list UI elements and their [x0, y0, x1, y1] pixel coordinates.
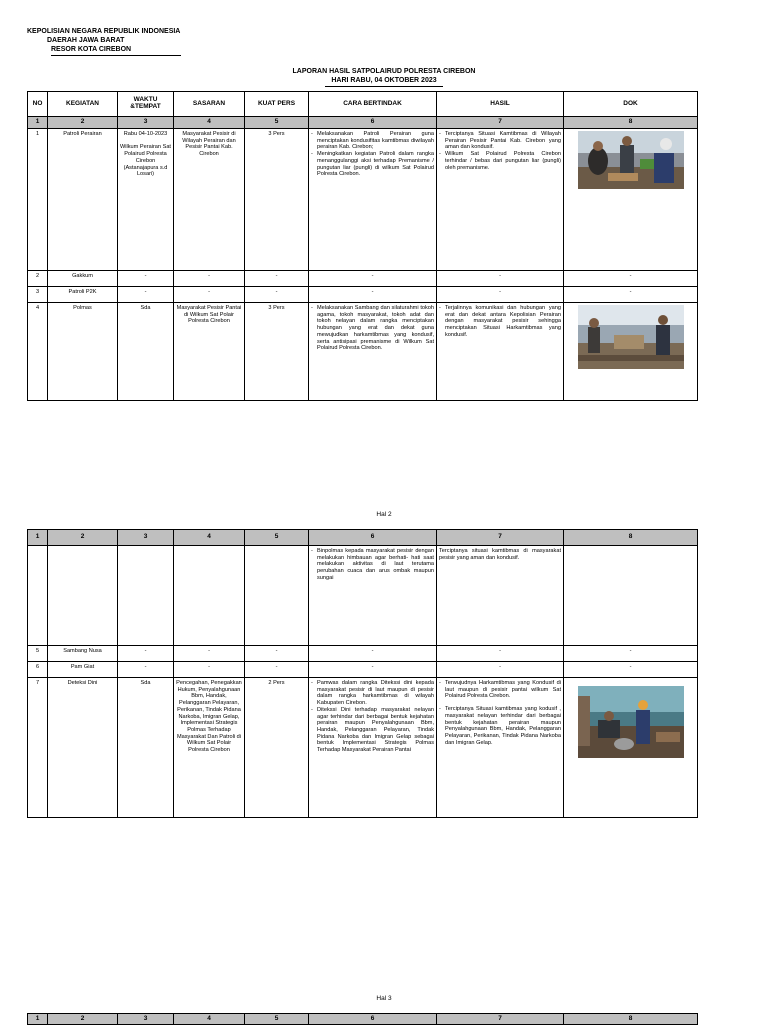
row-dok: - [564, 662, 698, 678]
col-number: 5 [245, 1014, 309, 1025]
col-number: 7 [437, 530, 564, 546]
report-date: HARI RABU, 04 OKTOBER 2023 [325, 76, 442, 87]
table-row [28, 646, 698, 662]
row-kegiatan: Pam Giat [48, 662, 118, 678]
row-waktu: - [118, 287, 174, 303]
col-number: 1 [28, 530, 48, 546]
col-number: 3 [118, 530, 174, 546]
row-hasil: - [437, 271, 564, 287]
row-hasil [437, 678, 564, 818]
col-header: KUAT PERS [245, 92, 309, 117]
row-cara: - [309, 646, 437, 662]
polmas-photo [578, 305, 684, 369]
report-table-page3 [27, 1013, 698, 1025]
col-number: 2 [48, 530, 118, 546]
table-row [28, 546, 698, 646]
col-header: DOK [564, 92, 698, 117]
col-number: 5 [245, 530, 309, 546]
col-number: 4 [174, 117, 245, 129]
row-kuat: - [245, 287, 309, 303]
list-item: - Ditekssi Dini terhadap masyarakat nelayan agar terhindar dari berbagai bentuk kejahatan perairan maupun Penyalahgunaan Bbm, Handak, Pelanggaran Pelayaran, Tindak Pidana Narkoba dan Imigran Gelap sebagai bentuk Implementasi Strategis Polmas Terhadap Masyarakat Perairan Pantai [311, 707, 434, 754]
patrol-photo [578, 131, 684, 189]
col-number: 7 [437, 117, 564, 129]
table-row [28, 678, 698, 818]
list-item: - Terjalinnya komunikasi dan hubungan yang erat dan dekat antara Kepolisian Perairan dengan masyarakat pesisir sehingga menciptakan Situasi Harkamtibmas yang kondusif. [439, 305, 561, 339]
table-row [28, 303, 698, 401]
row-no: 3 [28, 287, 48, 303]
list-item: - Melaksanakan Sambang dan silaturahmi tokoh agama, tokoh masyarakat, tokoh adat dan tokoh nelayan dalam rangka menciptakan hubungan yang erat dan dekat guna mewujudkan harkamtibmas yang kondusif, serta antisipasi premanisme di Wilkum Sat Polairud Polresta Cirebon. [311, 305, 434, 352]
row-kegiatan: Sambang Nusa [48, 646, 118, 662]
row-dok: - [564, 271, 698, 287]
row-hasil [437, 129, 564, 271]
col-number: 8 [564, 530, 698, 546]
list-item: - Terwujudnya Harkamtibmas yang Kondusif di laut maupun di pesisir pantai wilkum Sat Polairud Polresta Cirebon. [439, 680, 561, 700]
col-number: 6 [309, 1014, 437, 1025]
col-number: 8 [564, 117, 698, 129]
page-label-hal3: Hal 3 [376, 995, 392, 1002]
list-item: - Binpolmas kepada masyarakat pesisir dengan melakukan himbauan agar berhati- hati saat melakukan aktivitas di laut terutama perubahan cuaca dan arus ombak maupun sungai [311, 548, 434, 582]
row-kegiatan: Gakkum [48, 271, 118, 287]
row-cara: - [309, 287, 437, 303]
col-number: 6 [309, 530, 437, 546]
list-item: - Melaksanakan Patroli Perairan guna menciptakan kondusifitas kamtibmas diwilayah perairan Kab. Cirebon; [311, 131, 434, 151]
row-kuat: 3 Pers [245, 129, 309, 271]
table-row [28, 662, 698, 678]
deteksi-photo [578, 686, 684, 758]
row-hasil: - [437, 646, 564, 662]
row-sasaran [174, 546, 245, 646]
row-waktu: Sda [118, 678, 174, 818]
row-no: 2 [28, 271, 48, 287]
col-number: 2 [48, 1014, 118, 1025]
row-cara [309, 546, 437, 646]
row-kuat: - [245, 646, 309, 662]
col-header: HASIL [437, 92, 564, 117]
row-dok [564, 129, 698, 271]
col-number: 3 [118, 117, 174, 129]
row-hasil: - [437, 287, 564, 303]
row-dok [564, 546, 698, 646]
col-header: WAKTU &TEMPAT [118, 92, 174, 117]
table-header-row [28, 92, 698, 117]
row-kuat: - [245, 662, 309, 678]
row-sasaran: - [174, 271, 245, 287]
row-waktu: Sda [118, 303, 174, 401]
col-number: 6 [309, 117, 437, 129]
row-waktu: - [118, 646, 174, 662]
row-kuat [245, 546, 309, 646]
row-waktu: Rabu 04-10-2023 Wilkum Perairan Sat Polairud Polresta Cirebon (Astanajapura s.d Losari) [118, 129, 174, 271]
row-no: 6 [28, 662, 48, 678]
row-cara: - [309, 662, 437, 678]
report-title-text: LAPORAN HASIL SATPOLAIRUD POLRESTA CIREBON [292, 68, 476, 75]
row-no [28, 546, 48, 646]
row-sasaran: Masyarakat Pesisir di Wilayah Perairan dan Pesisir Pantai Kab. Cirebon [174, 129, 245, 271]
row-kegiatan: Polmas [48, 303, 118, 401]
col-header: KEGIATAN [48, 92, 118, 117]
report-table-page2 [27, 529, 698, 818]
row-no: 7 [28, 678, 48, 818]
row-sasaran: Pencegahan, Penegakkan Hukum, Penyalahgunaan Bbm, Handak, Pelanggaran Pelayaran, Perikanan, Tindak Pidana Narkoba, Imigran Gelap, Implementasi Strategis Polmas Terhadap Masyarakat Dan Patroli di Wilkum Sat Polair Polresta Cirebon [174, 678, 245, 818]
col-number: 5 [245, 117, 309, 129]
col-header: CARA BERTINDAK [309, 92, 437, 117]
col-number: 4 [174, 1014, 245, 1025]
row-no: 4 [28, 303, 48, 401]
row-dok: - [564, 646, 698, 662]
col-number: 2 [48, 117, 118, 129]
list-item: - Meningkatkan kegiatan Patroli dalam rangka menanggulanggi aksi terhadap Premanisme / pungutan liar (pungli) di wilkum Sat Polairud Polresta Cirebon. [311, 151, 434, 178]
row-waktu: - [118, 271, 174, 287]
row-dok: - [564, 287, 698, 303]
table-row [28, 129, 698, 271]
row-cara [309, 678, 437, 818]
letterhead [27, 27, 181, 56]
col-number: 7 [437, 1014, 564, 1025]
row-waktu [118, 546, 174, 646]
row-kegiatan: Patroli P2K [48, 287, 118, 303]
column-number-row [28, 530, 698, 546]
list-item: - Terciptanya Situasi kamtibmas yang kodusif , masyarakat nelayan terhindar dari berbagai bentuk kejahatan perairan maupun Penyalahgunaan Bbm, Handak, Pelanggaran Pelayaran, Perikanan, Tindak Pidana Narkoba dan Imigran Gelap. [439, 706, 561, 746]
row-sasaran: Masyarakat Pesisir Pantai di Wilkum Sat Polair Polresta Cirebon [174, 303, 245, 401]
row-hasil: - [437, 662, 564, 678]
row-sasaran: - [174, 662, 245, 678]
row-cara: - [309, 271, 437, 287]
col-number: 4 [174, 530, 245, 546]
table-row [28, 271, 698, 287]
row-cara [309, 129, 437, 271]
table-row [28, 287, 698, 303]
row-kegiatan [48, 546, 118, 646]
row-dok [564, 678, 698, 818]
row-no: 1 [28, 129, 48, 271]
row-kuat: - [245, 271, 309, 287]
col-number: 1 [28, 1014, 48, 1025]
row-kuat: 3 Pers [245, 303, 309, 401]
col-number: 3 [118, 1014, 174, 1025]
list-item: - Pamwas dalam rangka Ditekssi dini kepada masyarakat pesisir di laut maupun di pesisir dalam rangka harkamtibmas di wilayah Kabupaten Cirebon. [311, 680, 434, 707]
page-label-hal2: Hal 2 [376, 511, 392, 518]
row-waktu: - [118, 662, 174, 678]
letterhead-line-3: RESOR KOTA CIREBON [51, 45, 181, 56]
row-cara [309, 303, 437, 401]
list-item: - Wilkum Sat Polairud Polresta Cirebon terhindar / bebas dari pungutan liar (pungli) oleh premanisme. [439, 151, 561, 171]
letterhead-line-2: DAERAH JAWA BARAT [47, 37, 125, 44]
list-item: - Terciptanya Situasi Kamtibmas di Wilayah Perairan Pesisir Pantai Kab. Cirebon yang aman dan kondusif. [439, 131, 561, 151]
row-sasaran: - [174, 287, 245, 303]
column-number-row [28, 1014, 698, 1025]
row-kuat: 2 Pers [245, 678, 309, 818]
row-kegiatan: Patroli Perairan [48, 129, 118, 271]
report-table-page1 [27, 91, 698, 401]
report-title [0, 67, 768, 87]
col-number: 1 [28, 117, 48, 129]
row-kegiatan: Deteksi Dini [48, 678, 118, 818]
letterhead-line-1: KEPOLISIAN NEGARA REPUBLIK INDONESIA [27, 28, 181, 35]
column-number-row [28, 117, 698, 129]
row-dok [564, 303, 698, 401]
col-number: 8 [564, 1014, 698, 1025]
col-header: SASARAN [174, 92, 245, 117]
row-sasaran: - [174, 646, 245, 662]
row-hasil: Terciptanya situasi kamtibmas di masyarakat pesisir yang aman dan kondusif. [437, 546, 564, 646]
col-header: NO [28, 92, 48, 117]
row-no: 5 [28, 646, 48, 662]
row-hasil [437, 303, 564, 401]
